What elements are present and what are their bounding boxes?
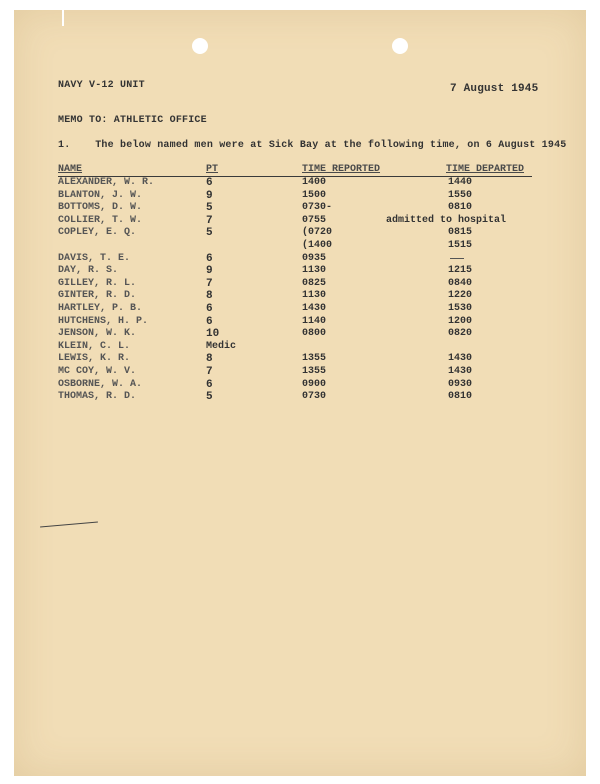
row-name: BLANTON, J. W. <box>58 189 143 201</box>
row-time-departed: 1430 <box>448 353 473 365</box>
row-pt: 9 <box>206 189 213 202</box>
row-time-departed: 1530 <box>448 303 473 314</box>
row-name: MC COY, W. V. <box>58 366 137 377</box>
row-pt: 5 <box>206 227 213 240</box>
row-name: BOTTOMS, D. W. <box>58 202 143 214</box>
row-name: KLEIN, C. L. <box>58 340 131 352</box>
memo-recipient: MEMO TO: ATHLETIC OFFICE <box>58 115 207 126</box>
row-time-departed: 1515 <box>448 240 473 251</box>
paper-edge-mark <box>62 10 64 26</box>
row-name: COPLEY, E. Q. <box>58 227 137 239</box>
row-time-departed: 0815 <box>448 227 473 239</box>
row-name: DAY, R. S. <box>58 265 119 277</box>
row-pt: 6 <box>206 303 213 315</box>
table-row <box>0 240 600 253</box>
row-time-reported: 1400 <box>302 177 327 188</box>
row-time-reported: 0825 <box>302 277 327 289</box>
column-header-time-departed: TIME DEPARTED <box>446 164 525 175</box>
row-pt: 7 <box>206 366 213 378</box>
table-row <box>0 177 600 190</box>
column-header-name: NAME <box>58 164 83 175</box>
row-time-reported: 0900 <box>302 378 327 390</box>
departed-dash-mark <box>450 258 464 259</box>
row-time-departed: 0820 <box>448 328 473 340</box>
row-pt: 6 <box>206 315 213 328</box>
row-time-reported: 0755 <box>302 214 327 226</box>
column-header-pt: PT <box>206 164 219 175</box>
row-name: THOMAS, R. D. <box>58 391 137 403</box>
row-pt: 8 <box>206 353 213 366</box>
row-pt: Medic <box>206 340 237 352</box>
row-pt: 7 <box>206 277 213 290</box>
row-pt: 7 <box>206 214 213 227</box>
row-time-departed: 1440 <box>448 177 473 188</box>
row-name: DAVIS, T. E. <box>58 252 131 264</box>
row-time-reported: 1130 <box>302 265 327 277</box>
column-header-time-reported: TIME REPORTED <box>302 164 381 175</box>
table-row <box>0 265 600 278</box>
row-pt: 5 <box>206 202 213 215</box>
row-name: LEWIS, K. R. <box>58 353 131 365</box>
row-name: ALEXANDER, W. R. <box>58 177 155 188</box>
row-time-reported: 1355 <box>302 366 327 377</box>
row-time-reported: 1130 <box>302 290 327 302</box>
row-pt: 8 <box>206 290 213 303</box>
table-row <box>0 290 600 303</box>
row-name: GINTER, R. D. <box>58 290 137 302</box>
row-time-reported: (0720 <box>302 227 333 239</box>
table-row <box>0 227 600 240</box>
row-name: HUTCHENS, H. P. <box>58 315 149 327</box>
table-row <box>0 190 600 203</box>
row-time-departed: 1200 <box>448 315 473 327</box>
row-time-departed: 0930 <box>448 378 473 390</box>
row-name: GILLEY, R. L. <box>58 277 137 289</box>
punch-hole-left <box>192 38 208 54</box>
table-row <box>0 202 600 215</box>
table-row <box>0 278 600 291</box>
unit-heading: NAVY V-12 UNIT <box>58 80 145 91</box>
row-time-reported: 0800 <box>302 328 327 340</box>
row-time-departed: 1550 <box>448 189 473 201</box>
row-time-reported: 0935 <box>302 252 327 264</box>
row-time-reported: 1500 <box>302 189 327 201</box>
memo-intro: 1. The below named men were at Sick Bay at the following time, on 6 August 1945 <box>58 140 567 151</box>
row-time-reported: (1400 <box>302 240 333 251</box>
row-time-departed: 0810 <box>448 202 473 214</box>
table-row <box>0 366 600 379</box>
row-pt: 6 <box>206 378 213 391</box>
row-pt: 10 <box>206 328 220 341</box>
table-row <box>0 328 600 341</box>
table-row <box>0 341 600 354</box>
row-time-departed-note: admitted to hospital <box>386 214 507 226</box>
row-time-departed: 1430 <box>448 366 473 377</box>
table-row <box>0 316 600 329</box>
row-time-departed: 0840 <box>448 277 473 289</box>
table-row <box>0 215 600 228</box>
table-row <box>0 391 600 404</box>
row-name: HARTLEY, P. B. <box>58 303 143 314</box>
punch-hole-right <box>392 38 408 54</box>
row-pt: 5 <box>206 391 213 404</box>
row-time-departed: 1220 <box>448 290 473 302</box>
table-row <box>0 253 600 266</box>
row-pt: 9 <box>206 265 213 278</box>
row-pt: 6 <box>206 252 213 265</box>
table-row <box>0 353 600 366</box>
row-time-reported: 1355 <box>302 353 327 365</box>
table-row <box>0 379 600 392</box>
row-time-reported: 1430 <box>302 303 327 314</box>
row-name: OSBORNE, W. A. <box>58 378 143 390</box>
row-name: JENSON, W. K. <box>58 328 137 340</box>
row-time-departed: 1215 <box>448 265 473 277</box>
row-name: COLLIER, T. W. <box>58 214 143 226</box>
table-row <box>0 303 600 316</box>
row-time-departed: 0810 <box>448 391 473 403</box>
row-time-reported: 1140 <box>302 315 327 327</box>
row-time-reported: 0730 <box>302 391 327 403</box>
row-pt: 6 <box>206 177 213 189</box>
row-time-reported: 0730- <box>302 202 333 214</box>
memo-date: 7 August 1945 <box>450 83 539 95</box>
